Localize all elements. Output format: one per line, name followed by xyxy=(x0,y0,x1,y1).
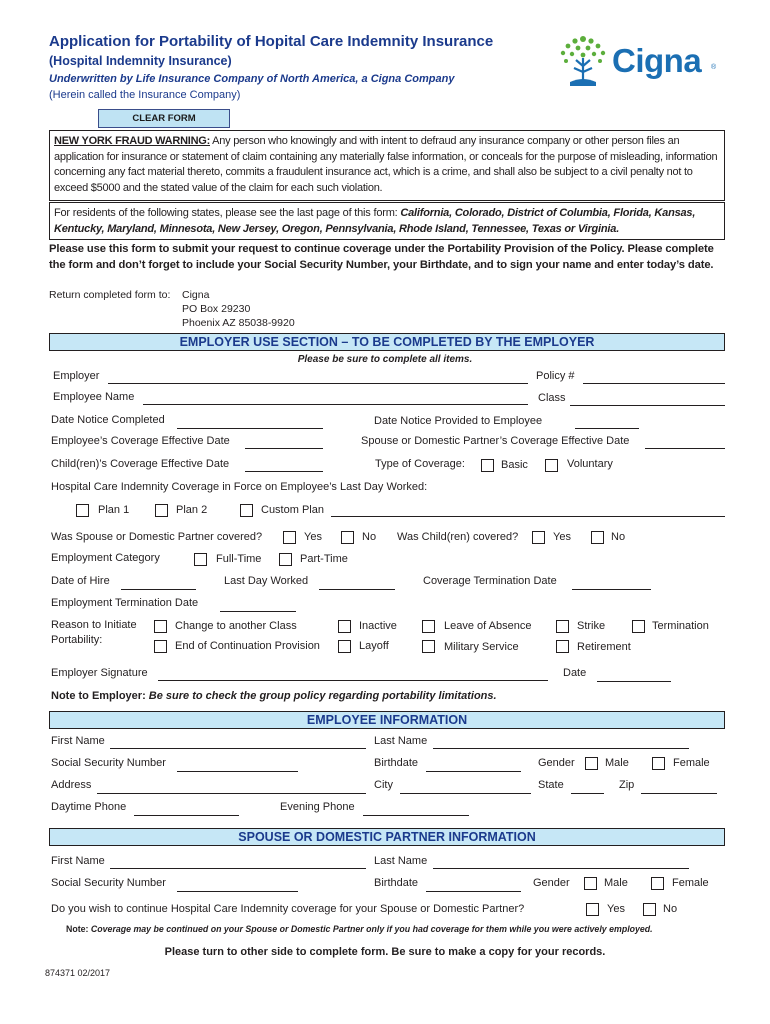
sp-female-label: Female xyxy=(672,877,709,889)
note-to-employer xyxy=(51,690,497,702)
intro-text: Please use this form to submit your request to continue coverage under the Portability Provision of the Policy. Please complete the form and don’t forget to include your Social Security Number, your Birthdate, and to sign your name and enter today’s date. xyxy=(49,243,714,271)
spouse-covered-label: Was Spouse or Domestic Partner covered? xyxy=(51,531,263,543)
employer-section-header: EMPLOYER USE SECTION – TO BE COMPLETED BY THE EMPLOYER xyxy=(49,333,725,351)
spouse-section-header: SPOUSE OR DOMESTIC PARTNER INFORMATION xyxy=(49,828,725,846)
hci-force-label: Hospital Care Indemnity Coverage in Force on Employee’s Last Day Worked: xyxy=(51,481,428,493)
emp-birthdate-label: Birthdate xyxy=(374,757,419,769)
sp-continue-no-label: No xyxy=(663,903,678,915)
date-hire-field[interactable] xyxy=(121,589,196,590)
sp-ssn-label: Social Security Number xyxy=(51,877,166,889)
emp-day-phone-label: Daytime Phone xyxy=(51,801,127,813)
employee-name-field[interactable] xyxy=(143,404,528,405)
emp-eve-phone-field[interactable] xyxy=(363,815,469,816)
emp-female-checkbox[interactable] xyxy=(652,757,665,770)
emp-category-label: Employment Category xyxy=(51,552,160,564)
voluntary-checkbox[interactable] xyxy=(545,459,558,472)
child-cov-eff-field[interactable] xyxy=(245,471,323,472)
emp-zip-label: Zip xyxy=(619,779,635,791)
sp-female-checkbox[interactable] xyxy=(651,877,664,890)
emp-state-label: State xyxy=(538,779,564,791)
emp-zip-field[interactable] xyxy=(641,793,717,794)
cigna-logo-text: Cigna xyxy=(612,42,702,79)
spouse-cov-eff-field[interactable] xyxy=(645,448,725,449)
child-cov-eff-label: Child(ren)’s Coverage Effective Date xyxy=(51,458,230,470)
class-field[interactable] xyxy=(570,405,725,406)
date-notice-completed-field[interactable] xyxy=(177,428,323,429)
turn-page-text: Please turn to other side to complete form. Be sure to make a copy for your records. xyxy=(164,946,606,958)
spouse-note xyxy=(66,924,653,934)
sp-last-name-label: Last Name xyxy=(374,855,428,867)
cov-term-date-label: Coverage Termination Date xyxy=(423,575,557,587)
sp-birthdate-field[interactable] xyxy=(426,891,521,892)
underwriter-text: Underwritten by Life Insurance Company of North America, a Cigna Company xyxy=(49,73,455,85)
emp-female-label: Female xyxy=(673,757,710,769)
emp-day-phone-field[interactable] xyxy=(134,815,239,816)
emp-city-label: City xyxy=(374,779,393,791)
emp-last-name-field[interactable] xyxy=(433,748,689,749)
part-time-checkbox[interactable] xyxy=(279,553,292,566)
emp-last-name-label: Last Name xyxy=(374,735,428,747)
sp-continue-question: Do you wish to continue Hospital Care Indemnity coverage for your Spouse or Domestic Partner? xyxy=(51,903,525,915)
residents-box xyxy=(49,202,725,240)
end-continuation-checkbox[interactable] xyxy=(154,640,167,653)
policy-label: Policy # xyxy=(536,370,575,382)
plan2-label: Plan 2 xyxy=(176,504,208,516)
strike-label: Strike xyxy=(577,620,606,632)
return-line1: Cigna xyxy=(182,289,210,301)
form-number: 874371 02/2017 xyxy=(45,968,111,978)
full-time-checkbox[interactable] xyxy=(194,553,207,566)
note-to-employer-text: Be sure to check the group policy regarding portability limitations. xyxy=(145,690,497,702)
employee-cov-eff-label: Employee’s Coverage Effective Date xyxy=(51,435,230,447)
emp-gender-label: Gender xyxy=(538,757,575,769)
sp-gender-label: Gender xyxy=(533,877,570,889)
class-label: Class xyxy=(538,392,566,404)
sp-last-name-field[interactable] xyxy=(433,868,689,869)
emp-state-field[interactable] xyxy=(571,793,604,794)
basic-checkbox[interactable] xyxy=(481,459,494,472)
reason-label-1: Reason to Initiate xyxy=(51,619,137,631)
emp-birthdate-field[interactable] xyxy=(426,771,521,772)
child-covered-yes-checkbox[interactable] xyxy=(532,531,545,544)
leave-checkbox[interactable] xyxy=(422,620,435,633)
voluntary-label: Voluntary xyxy=(567,458,613,470)
plan1-checkbox[interactable] xyxy=(76,504,89,517)
clear-form-button[interactable]: CLEAR FORM xyxy=(98,109,230,128)
cigna-tree-icon xyxy=(556,34,610,90)
child-covered-no-label: No xyxy=(611,531,626,543)
cov-term-date-field[interactable] xyxy=(572,589,651,590)
sp-continue-no-checkbox[interactable] xyxy=(643,903,656,916)
employer-date-label: Date xyxy=(563,667,587,679)
registered-icon: ® xyxy=(711,64,717,71)
spouse-note-text: Coverage may be continued on your Spouse or Domestic Partner only if you had coverage for them while you were actively employed. xyxy=(88,924,653,934)
child-covered-yes-label: Yes xyxy=(553,531,571,543)
emp-male-checkbox[interactable] xyxy=(585,757,598,770)
sp-male-checkbox[interactable] xyxy=(584,877,597,890)
leave-label: Leave of Absence xyxy=(444,620,532,632)
sp-ssn-field[interactable] xyxy=(177,891,298,892)
end-continuation-label: End of Continuation Provision xyxy=(175,640,320,652)
termination-label: Termination xyxy=(652,620,709,632)
inactive-checkbox[interactable] xyxy=(338,620,351,633)
sp-birthdate-label: Birthdate xyxy=(374,877,419,889)
custom-plan-checkbox[interactable] xyxy=(240,504,253,517)
spouse-covered-no-checkbox[interactable] xyxy=(341,531,354,544)
emp-ssn-field[interactable] xyxy=(177,771,298,772)
sp-first-name-field[interactable] xyxy=(110,868,366,869)
last-day-label: Last Day Worked xyxy=(224,575,309,587)
employer-label: Employer xyxy=(53,370,100,382)
spouse-cov-eff-label: Spouse or Domestic Partner’s Coverage Effective Date xyxy=(361,435,630,447)
change-class-label: Change to another Class xyxy=(175,620,297,632)
employer-field[interactable] xyxy=(108,383,528,384)
sp-continue-yes-checkbox[interactable] xyxy=(586,903,599,916)
part-time-label: Part-Time xyxy=(300,553,348,565)
retirement-checkbox[interactable] xyxy=(556,640,569,653)
employee-name-label: Employee Name xyxy=(53,391,135,403)
employer-sub: Please be sure to complete all items. xyxy=(297,354,473,365)
plan1-label: Plan 1 xyxy=(98,504,130,516)
return-line2: PO Box 29230 xyxy=(182,303,251,315)
emp-eve-phone-label: Evening Phone xyxy=(280,801,355,813)
spouse-note-label: Note: xyxy=(66,924,89,934)
plan2-checkbox[interactable] xyxy=(155,504,168,517)
custom-plan-field[interactable] xyxy=(331,516,725,517)
employer-signature-field[interactable] xyxy=(158,680,548,681)
inactive-label: Inactive xyxy=(359,620,397,632)
military-checkbox[interactable] xyxy=(422,640,435,653)
fraud-warning-box xyxy=(49,130,725,201)
fraud-warning-heading: NEW YORK FRAUD WARNING: xyxy=(54,135,210,147)
emp-city-field[interactable] xyxy=(400,793,531,794)
form-subtitle: (Hospital Indemnity Insurance) xyxy=(49,54,232,68)
residents-prefix: For residents of the following states, please see the last page of this form: xyxy=(54,207,401,219)
spouse-covered-no-label: No xyxy=(362,531,377,543)
change-class-checkbox[interactable] xyxy=(154,620,167,633)
reason-label-2: Portability: xyxy=(51,634,103,646)
emp-term-date-label: Employment Termination Date xyxy=(51,597,199,609)
fraud-warning-text: Any person who knowingly and with intent to defraud any insurance company or other person files an application for insurance or statement of claim containing any materially false information, or conceals for the purpose of misleading, information concerning any fact material thereto, commits a fraudulent insurance act, which is a crime, and shall also be subject to a civil penalty not to exceed $5000 and the stated value of the claim for each such violation. xyxy=(54,135,718,194)
sp-continue-yes-label: Yes xyxy=(607,903,625,915)
herein-text: (Herein called the Insurance Company) xyxy=(49,89,241,101)
employer-signature-label: Employer Signature xyxy=(51,667,148,679)
emp-first-name-field[interactable] xyxy=(110,748,366,749)
last-day-field[interactable] xyxy=(319,589,395,590)
date-notice-provided-field[interactable] xyxy=(575,428,639,429)
date-notice-completed-label: Date Notice Completed xyxy=(51,414,165,426)
layoff-label: Layoff xyxy=(359,640,389,652)
emp-term-date-field[interactable] xyxy=(220,611,296,612)
termination-checkbox[interactable] xyxy=(632,620,645,633)
note-to-employer-label: Note to Employer: xyxy=(51,690,146,702)
child-covered-no-checkbox[interactable] xyxy=(591,531,604,544)
spouse-covered-yes-checkbox[interactable] xyxy=(283,531,296,544)
emp-first-name-label: First Name xyxy=(51,735,105,747)
basic-label: Basic xyxy=(501,459,528,471)
type-coverage-label: Type of Coverage: xyxy=(375,458,465,470)
emp-male-label: Male xyxy=(605,757,629,769)
policy-field[interactable] xyxy=(583,383,725,384)
return-label: Return completed form to: xyxy=(49,289,171,301)
return-line3: Phoenix AZ 85038-9920 xyxy=(182,317,295,329)
employer-date-field[interactable] xyxy=(597,681,671,682)
residents-states: California, Colorado, District of Columbia, Florida, Kansas, Kentucky, Maryland, Minnesota, New Jersey, Oregon, Pennsylvania, Rhode Island, Tennessee, Texas or Virginia. xyxy=(54,207,696,235)
date-notice-provided-label: Date Notice Provided to Employee xyxy=(374,415,543,427)
form-title: Application for Portability of Hopital Care Indemnity Insurance xyxy=(49,33,494,50)
employee-section-header: EMPLOYEE INFORMATION xyxy=(49,711,725,729)
emp-ssn-label: Social Security Number xyxy=(51,757,166,769)
emp-address-field[interactable] xyxy=(97,793,366,794)
child-covered-label: Was Child(ren) covered? xyxy=(397,531,519,543)
spouse-covered-yes-label: Yes xyxy=(304,531,322,543)
military-label: Military Service xyxy=(444,641,519,653)
date-hire-label: Date of Hire xyxy=(51,575,110,587)
employee-cov-eff-field[interactable] xyxy=(245,448,323,449)
layoff-checkbox[interactable] xyxy=(338,640,351,653)
custom-plan-label: Custom Plan xyxy=(261,504,324,516)
retirement-label: Retirement xyxy=(577,641,631,653)
sp-male-label: Male xyxy=(604,877,628,889)
full-time-label: Full-Time xyxy=(216,553,262,565)
sp-first-name-label: First Name xyxy=(51,855,105,867)
emp-address-label: Address xyxy=(51,779,92,791)
strike-checkbox[interactable] xyxy=(556,620,569,633)
